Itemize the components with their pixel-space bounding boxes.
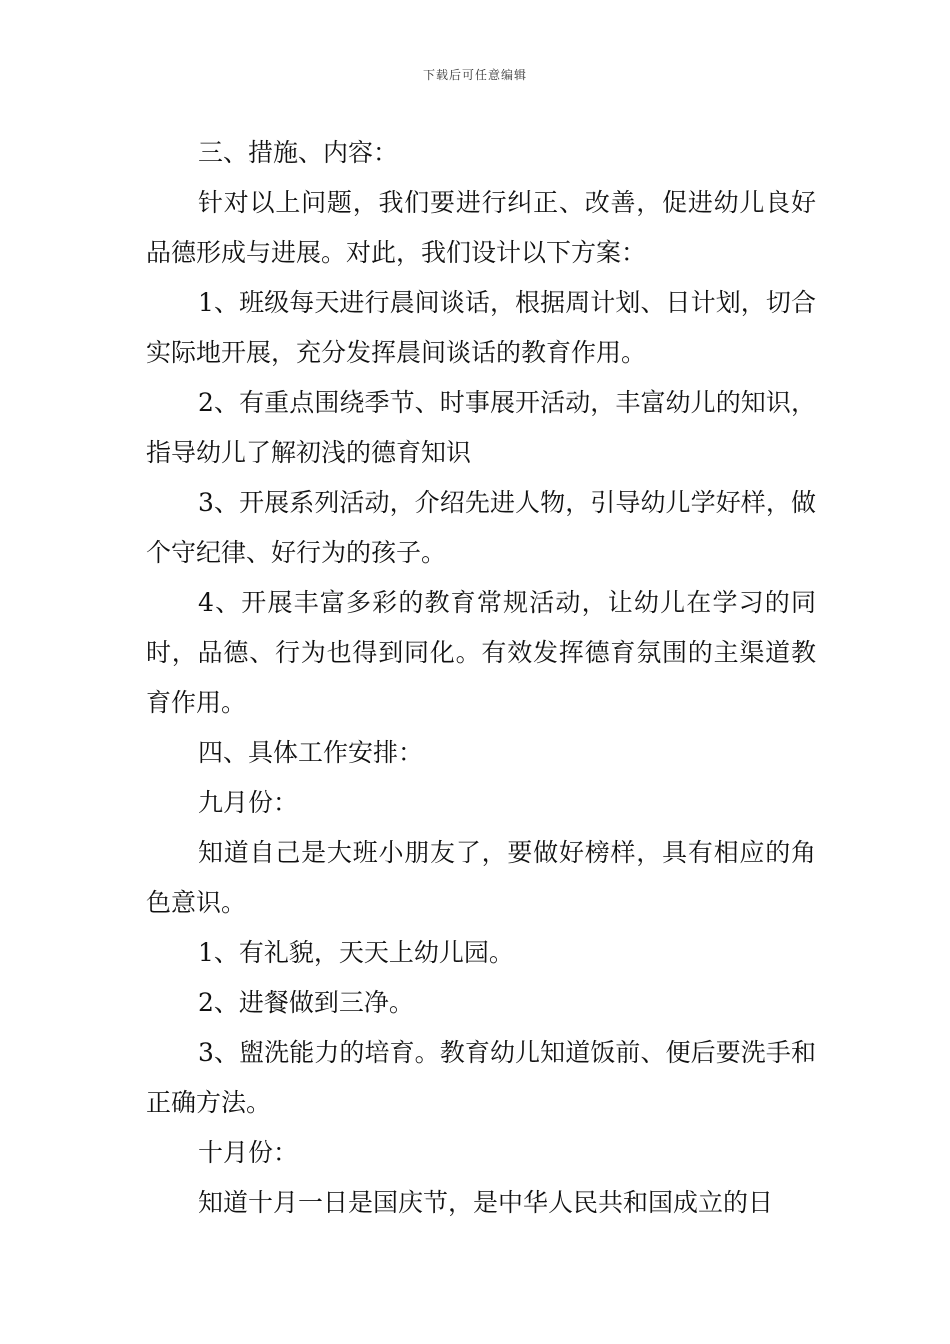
paragraph-intro: 针对以上问题，我们要进行纠正、改善，促进幼儿良好品德形成与进展。对此，我们设计以下方案：	[146, 188, 816, 267]
paragraph-october-goal: 知道十月一日是国庆节，是中华人民共和国成立的日	[198, 1188, 774, 1217]
section-heading-measures: 三、措施、内容：	[198, 138, 399, 167]
header-note: 下载后可任意编辑	[422, 68, 527, 82]
september-item-2: 2、进餐做到三净。	[198, 988, 414, 1017]
document-body	[146, 128, 816, 1228]
list-item-1: 1、班级每天进行晨间谈话，根据周计划、日计划，切合实际地开展，充分发挥晨间谈话的教育作用。	[146, 288, 816, 367]
list-item-3: 3、开展系列活动，介绍先进人物，引导幼儿学好样，做个守纪律、好行为的孩子。	[146, 488, 816, 567]
paragraph-september-goal: 知道自己是大班小朋友了，要做好榜样，具有相应的角色意识。	[146, 838, 816, 917]
list-item-2: 2、有重点围绕季节、时事展开活动，丰富幼儿的知识，指导幼儿了解初浅的德育知识	[146, 388, 816, 467]
month-heading-september: 九月份：	[198, 788, 299, 817]
list-item-4: 4、开展丰富多彩的教育常规活动，让幼儿在学习的同时，品德、行为也得到同化。有效发挥德育氛围的主渠道教育作用。	[146, 588, 816, 717]
month-heading-october: 十月份：	[198, 1138, 299, 1167]
september-item-3: 3、盥洗能力的培育。教育幼儿知道饭前、便后要洗手和正确方法。	[146, 1038, 816, 1117]
september-item-1: 1、有礼貌，天天上幼儿园。	[198, 938, 514, 967]
section-heading-schedule: 四、具体工作安排：	[198, 738, 424, 767]
